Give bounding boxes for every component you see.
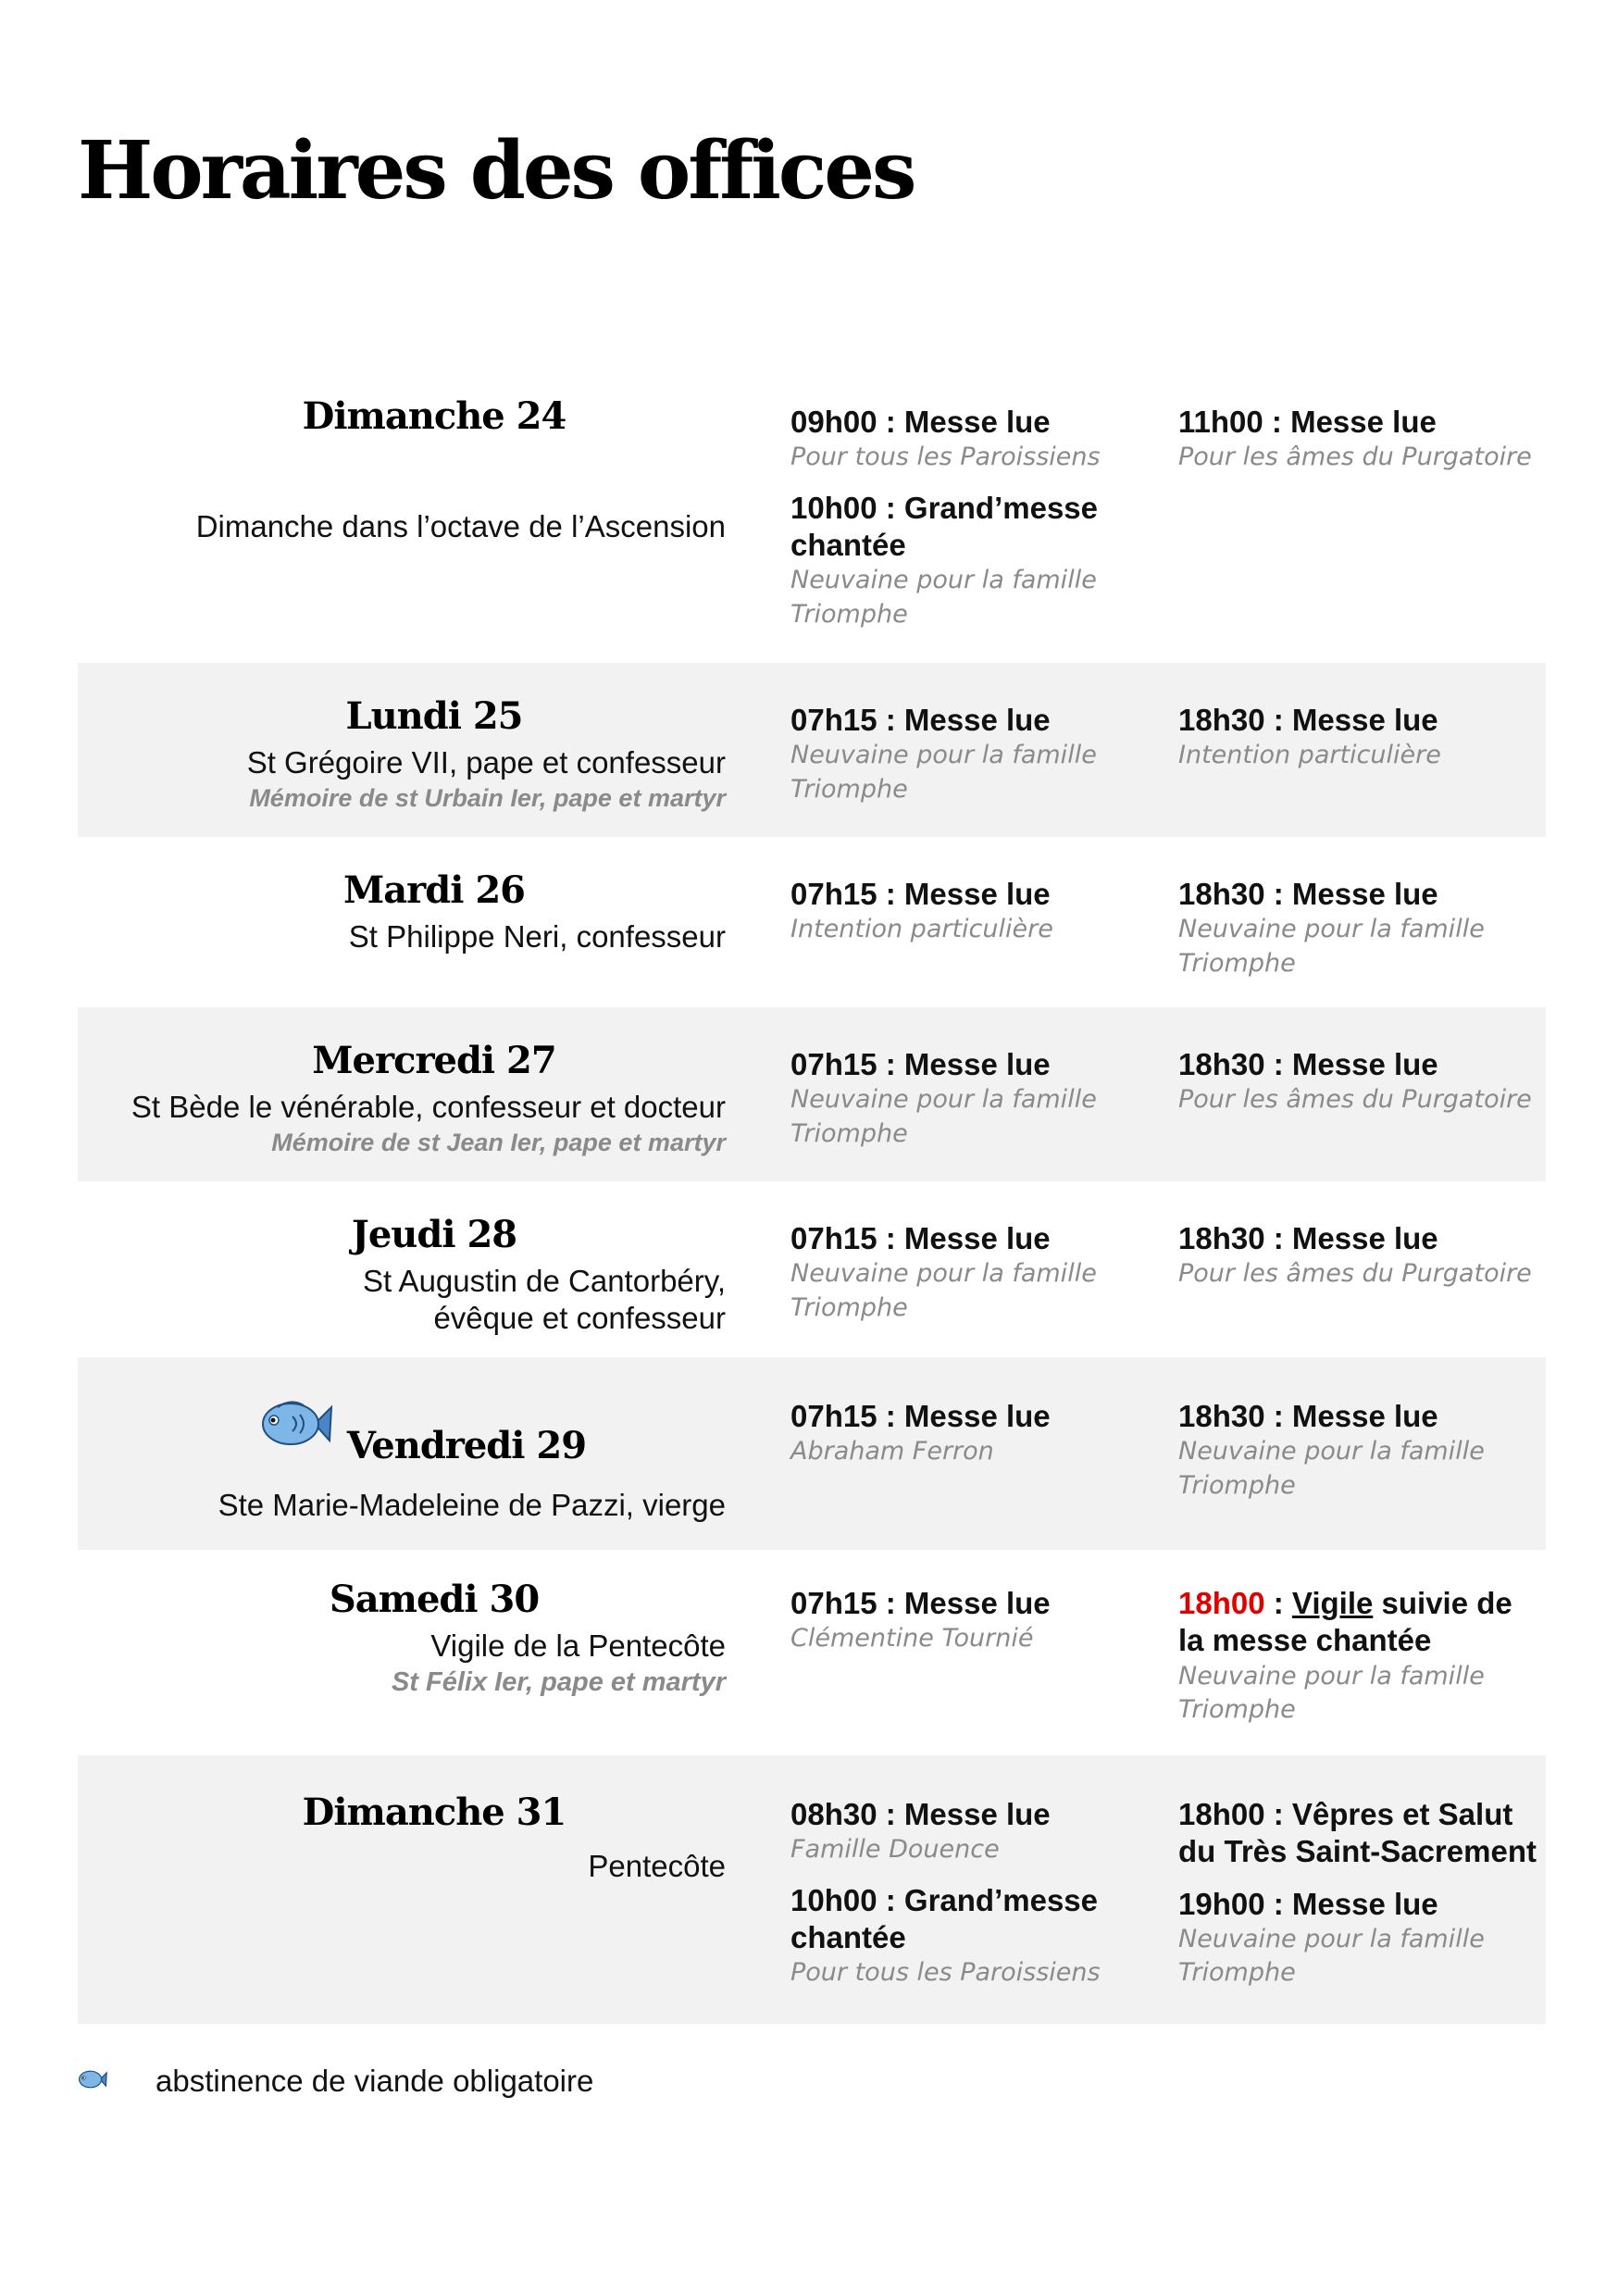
mass-time: 10h00 xyxy=(790,1882,877,1917)
mass-entry: 10h00 : Grand’messe chantée Neuvaine pour la famille Triomphe xyxy=(790,490,1161,631)
mass-entry: 18h30 : Messe lue Neuvaine pour la famille Triomphe xyxy=(1178,876,1549,980)
day-row-vendredi-29 xyxy=(78,1357,1546,1550)
mass-column-1 xyxy=(790,1585,1161,1671)
day-row-samedi-30 xyxy=(78,1550,1546,1755)
mass-column-1 xyxy=(790,1796,1161,2005)
mass-label: Messe lue xyxy=(903,1047,1051,1081)
day-name: Mercredi 27 xyxy=(312,1039,556,1082)
mass-time: 07h15 xyxy=(790,703,877,737)
feast-name: St Philippe Neri, confesseur xyxy=(348,919,726,954)
day-row-dimanche-24 xyxy=(78,381,1546,663)
mass-intention: Intention particulière xyxy=(790,915,1053,944)
mass-intention: Neuvaine pour la famille Triomphe xyxy=(790,1085,1097,1148)
mass-column-1 xyxy=(790,1220,1161,1340)
memoire-note: St Félix Ier, pape et martyr xyxy=(391,1667,726,1697)
mass-entry: 18h30 : Messe lue Neuvaine pour la famille Triomphe xyxy=(1178,1398,1549,1503)
memoire-note: Mémoire de st Jean Ier, pape et martyr xyxy=(271,1129,726,1156)
mass-entry: 07h15 : Messe lue Neuvaine pour la famille Triomphe xyxy=(790,702,1161,806)
mass-time: 11h00 xyxy=(1178,405,1263,439)
mass-label: Messe lue xyxy=(1291,1221,1438,1255)
page-title: Horaires des offices xyxy=(78,124,915,218)
day-name: Jeudi 28 xyxy=(351,1213,517,1256)
day-name: Dimanche 31 xyxy=(302,1791,566,1834)
mass-label: Grand’messe chantée xyxy=(790,1882,1099,1954)
mass-entry: 07h15 : Messe lue Clémentine Tournié xyxy=(790,1585,1161,1656)
mass-label: Messe lue xyxy=(903,405,1051,439)
mass-entry: 11h00 : Messe lue Pour les âmes du Purgatoire xyxy=(1178,404,1549,475)
mass-time: 18h30 xyxy=(1178,1047,1265,1081)
mass-intention: Pour les âmes du Purgatoire xyxy=(1178,443,1532,472)
mass-column-2 xyxy=(1178,1585,1544,1741)
mass-label: Messe lue xyxy=(903,1797,1051,1831)
fish-icon xyxy=(78,2067,107,2091)
mass-column-1 xyxy=(790,1046,1161,1166)
mass-intention: Pour tous les Paroissiens xyxy=(790,1958,1101,1988)
mass-intention: Intention particulière xyxy=(1178,741,1441,770)
mass-column-1 xyxy=(790,876,1161,962)
mass-column-1 xyxy=(790,404,1161,646)
mass-time: 07h15 xyxy=(790,877,877,911)
legend xyxy=(78,2060,818,2106)
mass-entry: 08h30 : Messe lue Famille Douence xyxy=(790,1796,1161,1867)
mass-label: Vêpres et Salut du Très Saint-Sacrement xyxy=(1178,1797,1537,1869)
mass-label: Messe lue xyxy=(903,877,1051,911)
mass-column-2 xyxy=(1178,876,1549,995)
mass-intention: Pour tous les Paroissiens xyxy=(790,443,1101,472)
mass-time: 08h30 xyxy=(790,1797,877,1831)
feast-name: St Bède le vénérable, confesseur et docteur xyxy=(131,1090,726,1124)
mass-intention: Neuvaine pour la famille Triomphe xyxy=(1178,915,1485,978)
mass-entry: 07h15 : Messe lue Intention particulière xyxy=(790,876,1161,947)
mass-intention: Pour les âmes du Purgatoire xyxy=(1178,1259,1532,1289)
vigile-label: Vigile xyxy=(1291,1586,1374,1620)
day-row-dimanche-31 xyxy=(78,1755,1546,2024)
mass-time: 19h00 xyxy=(1178,1886,1265,1921)
mass-entry: 18h00 : Vigile suivie de la messe chantée Neuvaine pour la famille Triomphe xyxy=(1178,1585,1544,1727)
mass-intention: Abraham Ferron xyxy=(790,1437,994,1466)
mass-column-2 xyxy=(1178,702,1549,788)
mass-intention: Pour les âmes du Purgatoire xyxy=(1178,1085,1532,1115)
mass-entry: 09h00 : Messe lue Pour tous les Paroissiens xyxy=(790,404,1161,475)
mass-time: 09h00 xyxy=(790,405,877,439)
mass-column-2 xyxy=(1178,1046,1549,1132)
mass-time: 10h00 xyxy=(790,490,877,525)
mass-column-1 xyxy=(790,1398,1161,1484)
mass-time: 18h30 xyxy=(1178,703,1265,737)
memoire-note: Mémoire de st Urbain Ier, pape et martyr xyxy=(249,784,726,812)
mass-time: 18h00 xyxy=(1178,1797,1265,1831)
mass-column-2 xyxy=(1178,1796,1544,2005)
day-row-mercredi-27 xyxy=(78,1007,1546,1181)
mass-time: 18h30 xyxy=(1178,877,1265,911)
mass-label: Messe lue xyxy=(1291,1886,1438,1921)
mass-entry: 10h00 : Grand’messe chantée Pour tous les Paroissiens xyxy=(790,1882,1161,1990)
day-name: Dimanche 24 xyxy=(302,394,566,438)
mass-intention: Clémentine Tournié xyxy=(790,1624,1034,1653)
day-name: Mardi 26 xyxy=(342,868,526,912)
feast-name: Pentecôte xyxy=(588,1849,726,1883)
mass-label: Messe lue xyxy=(903,1221,1051,1255)
legend-text: abstinence de viande obligatoire xyxy=(156,2064,594,2098)
feast-name: Vigile de la Pentecôte xyxy=(430,1628,726,1663)
day-name: Samedi 30 xyxy=(329,1578,540,1621)
mass-time: 07h15 xyxy=(790,1399,877,1433)
mass-column-2 xyxy=(1178,1398,1549,1517)
mass-intention: Neuvaine pour la famille Triomphe xyxy=(1178,1661,1485,1724)
feast-name: Ste Marie-Madeleine de Pazzi, vierge xyxy=(218,1488,726,1522)
feast-name: Dimanche dans l’octave de l’Ascension xyxy=(195,509,726,543)
mass-label: Messe lue xyxy=(1290,405,1437,439)
mass-time: 18h30 xyxy=(1178,1221,1265,1255)
mass-column-2 xyxy=(1178,404,1549,490)
mass-entry: 18h30 : Messe lue Pour les âmes du Purgatoire xyxy=(1178,1046,1549,1117)
feast-name: St Grégoire VII, pape et confesseur xyxy=(246,745,726,780)
day-row-mardi-26 xyxy=(78,837,1546,1007)
day-row-lundi-25 xyxy=(78,663,1546,837)
mass-entry: 07h15 : Messe lue Neuvaine pour la famille Triomphe xyxy=(790,1220,1161,1325)
mass-time: 07h15 xyxy=(790,1586,877,1620)
mass-intention: Neuvaine pour la famille Triomphe xyxy=(790,566,1097,629)
day-name: Lundi 25 xyxy=(345,694,523,738)
mass-column-1 xyxy=(790,702,1161,821)
day-row-jeudi-28 xyxy=(78,1181,1546,1357)
mass-label: Messe lue xyxy=(903,1399,1051,1433)
mass-time: 07h15 xyxy=(790,1047,877,1081)
mass-time: 18h30 xyxy=(1178,1399,1265,1433)
mass-entry: 07h15 : Messe lue Abraham Ferron xyxy=(790,1398,1161,1469)
mass-label: suivie de la messe chantée xyxy=(1178,1586,1512,1658)
mass-label: Messe lue xyxy=(1291,877,1438,911)
mass-entry: 19h00 : Messe lue Neuvaine pour la famille Triomphe xyxy=(1178,1886,1544,1990)
mass-label: Messe lue xyxy=(1291,703,1438,737)
mass-intention: Neuvaine pour la famille Triomphe xyxy=(790,741,1097,804)
mass-time: 07h15 xyxy=(790,1221,877,1255)
feast-name: St Augustin de Cantorbéry, évêque et confesseur xyxy=(363,1264,726,1336)
mass-label: Grand’messe chantée xyxy=(790,490,1099,562)
day-name: Vendredi 29 xyxy=(346,1424,587,1467)
mass-time: 18h00 xyxy=(1178,1586,1265,1620)
mass-intention: Famille Douence xyxy=(790,1835,1000,1865)
mass-intention: Neuvaine pour la famille Triomphe xyxy=(790,1259,1097,1322)
mass-column-2 xyxy=(1178,1220,1567,1306)
mass-entry: 18h30 : Messe lue Intention particulière xyxy=(1178,702,1549,773)
mass-label: Messe lue xyxy=(1291,1399,1438,1433)
mass-label: Messe lue xyxy=(1291,1047,1438,1081)
mass-entry: 18h00 : Vêpres et Salut du Très Saint-Sacrement xyxy=(1178,1797,1537,1869)
mass-intention: Neuvaine pour la famille Triomphe xyxy=(1178,1924,1485,1988)
mass-entry: 18h30 : Messe lue Pour les âmes du Purgatoire xyxy=(1178,1220,1567,1292)
mass-intention: Neuvaine pour la famille Triomphe xyxy=(1178,1437,1485,1500)
mass-entry: 07h15 : Messe lue Neuvaine pour la famille Triomphe xyxy=(790,1046,1161,1151)
mass-label: Messe lue xyxy=(903,703,1051,737)
mass-label: Messe lue xyxy=(903,1586,1051,1620)
